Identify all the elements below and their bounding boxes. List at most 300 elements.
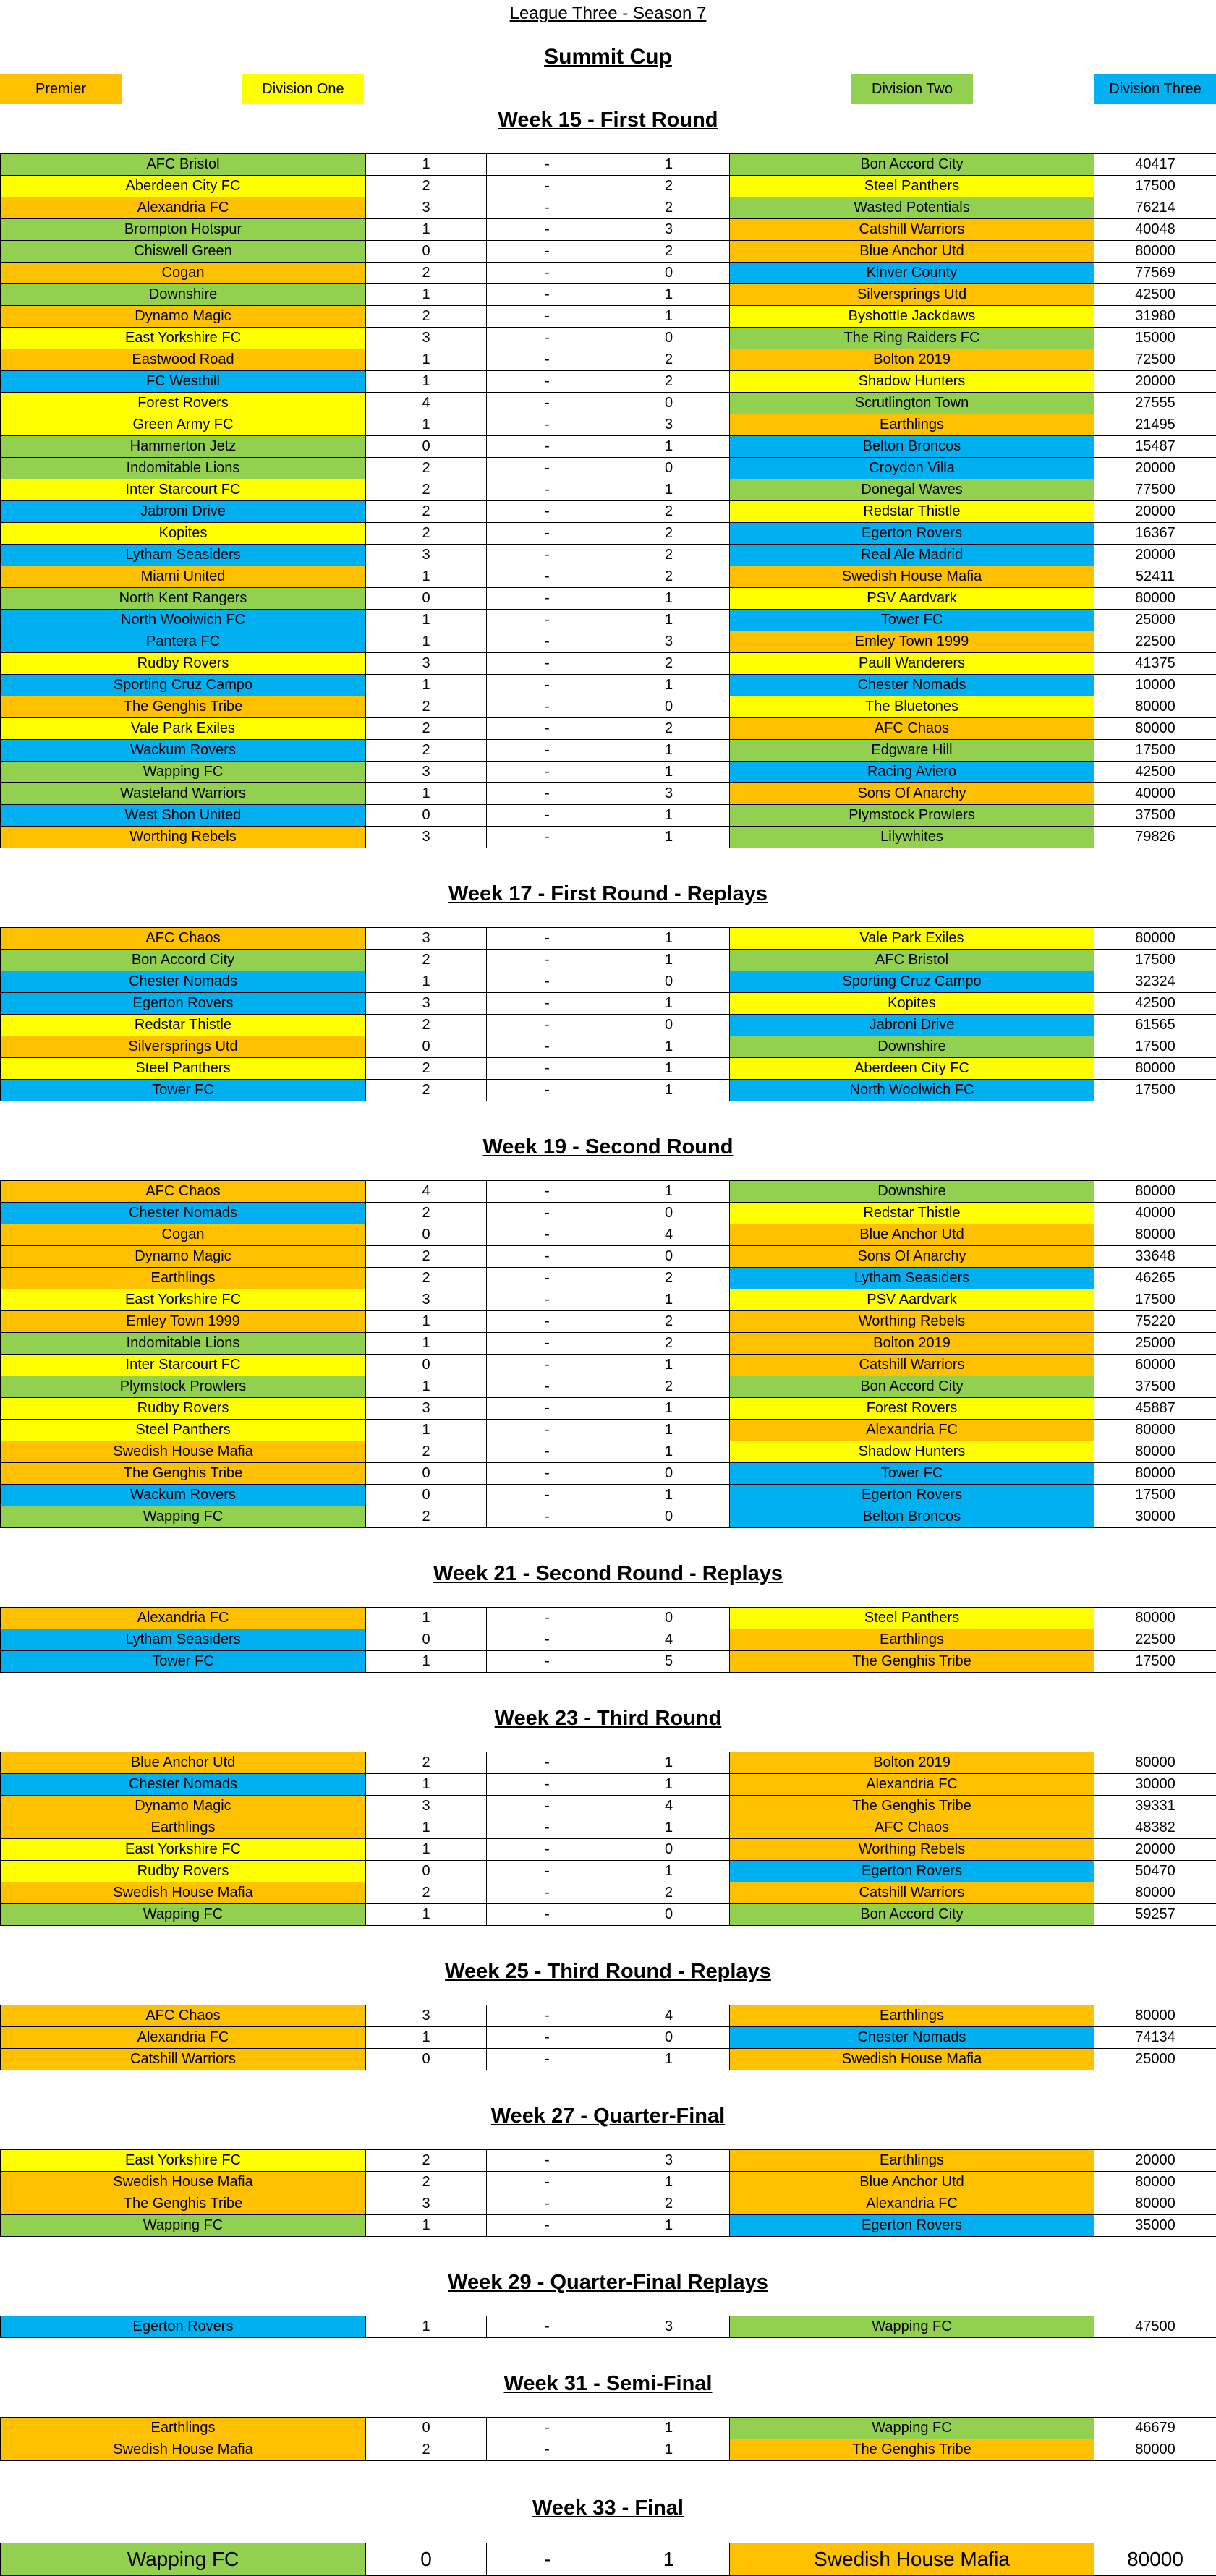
home-score: 3 — [366, 545, 487, 566]
home-team: Pantera FC — [1, 631, 366, 653]
away-score: 1 — [608, 740, 730, 762]
home-team: Indomitable Lions — [1, 458, 366, 479]
attendance: 20000 — [1094, 2150, 1216, 2172]
attendance: 17500 — [1094, 1289, 1216, 1311]
attendance: 37500 — [1094, 1376, 1216, 1398]
away-team: Silversprings Utd — [730, 284, 1094, 306]
away-score: 1 — [608, 950, 730, 971]
home-team: Wapping FC — [1, 1506, 366, 1528]
away-team: Edgware Hill — [730, 740, 1094, 762]
home-score: 1 — [366, 675, 487, 696]
section-title: Week 15 - First Round — [0, 107, 1216, 133]
home-team: Chester Nomads — [1, 1774, 366, 1796]
home-score: 3 — [366, 653, 487, 675]
away-score: 4 — [608, 1796, 730, 1817]
away-team: Steel Panthers — [730, 1608, 1094, 1629]
fixture-row — [1, 783, 1216, 805]
attendance: 80000 — [1094, 1441, 1216, 1463]
score-separator: - — [487, 263, 608, 284]
home-score: 2 — [366, 718, 487, 740]
home-score: 3 — [366, 2005, 487, 2027]
score-separator: - — [487, 306, 608, 328]
score-separator: - — [487, 2439, 608, 2461]
fixture-row — [1, 631, 1216, 653]
home-team: Wapping FC — [1, 2543, 366, 2576]
fixture-row — [1, 1224, 1216, 1246]
away-team: Wapping FC — [730, 2418, 1094, 2439]
away-score: 2 — [608, 1311, 730, 1333]
score-separator: - — [487, 1420, 608, 1441]
home-team: Steel Panthers — [1, 1420, 366, 1441]
attendance: 37500 — [1094, 805, 1216, 827]
score-separator: - — [487, 1398, 608, 1420]
attendance: 30000 — [1094, 1506, 1216, 1528]
away-team: Earthlings — [730, 1629, 1094, 1651]
away-score: 0 — [608, 1246, 730, 1268]
fixture-row — [1, 501, 1216, 523]
home-team: AFC Chaos — [1, 928, 366, 950]
score-separator: - — [487, 1839, 608, 1861]
score-separator: - — [487, 1268, 608, 1289]
fixture-row — [1, 1036, 1216, 1058]
fixture-row — [1, 2150, 1216, 2172]
home-team: Wapping FC — [1, 762, 366, 783]
attendance: 15000 — [1094, 328, 1216, 349]
fixture-row — [1, 197, 1216, 219]
attendance: 25000 — [1094, 2049, 1216, 2070]
away-team: AFC Chaos — [730, 718, 1094, 740]
fixture-row — [1, 827, 1216, 848]
home-team: Kopites — [1, 523, 366, 545]
home-score: 3 — [366, 1796, 487, 1817]
home-team: Steel Panthers — [1, 1058, 366, 1080]
fixture-row — [1, 1355, 1216, 1376]
home-team: AFC Chaos — [1, 1181, 366, 1203]
away-team: Steel Panthers — [730, 176, 1094, 197]
away-team: Egerton Rovers — [730, 523, 1094, 545]
fixture-row — [1, 588, 1216, 610]
away-score: 1 — [608, 306, 730, 328]
home-score: 1 — [366, 1376, 487, 1398]
away-score: 0 — [608, 1904, 730, 1926]
home-team: Chester Nomads — [1, 971, 366, 993]
score-separator: - — [487, 1796, 608, 1817]
score-separator: - — [487, 1015, 608, 1036]
fixture-row — [1, 1398, 1216, 1420]
attendance: 60000 — [1094, 1355, 1216, 1376]
home-score: 2 — [366, 696, 487, 718]
score-separator: - — [487, 631, 608, 653]
score-separator: - — [487, 696, 608, 718]
away-score: 1 — [608, 1441, 730, 1463]
home-score: 1 — [366, 783, 487, 805]
away-score: 1 — [608, 928, 730, 950]
home-score: 2 — [366, 263, 487, 284]
away-score: 0 — [608, 1506, 730, 1528]
away-team: Downshire — [730, 1181, 1094, 1203]
fixture-row — [1, 1904, 1216, 1926]
legend-division-two: Division Two — [851, 74, 973, 104]
away-score: 1 — [608, 1355, 730, 1376]
away-score: 2 — [608, 371, 730, 393]
fixture-row — [1, 1817, 1216, 1839]
away-score: 2 — [608, 1882, 730, 1904]
away-team: Blue Anchor Utd — [730, 241, 1094, 263]
away-score: 2 — [608, 545, 730, 566]
home-score: 0 — [366, 1629, 487, 1651]
away-team: The Genghis Tribe — [730, 1651, 1094, 1673]
attendance: 77569 — [1094, 263, 1216, 284]
score-separator: - — [487, 740, 608, 762]
away-team: Tower FC — [730, 610, 1094, 631]
fixture-row — [1, 2439, 1216, 2461]
section-title: Week 25 - Third Round - Replays — [0, 1958, 1216, 1984]
attendance: 31980 — [1094, 306, 1216, 328]
away-score: 3 — [608, 783, 730, 805]
away-score: 1 — [608, 1058, 730, 1080]
away-team: Chester Nomads — [730, 675, 1094, 696]
home-team: AFC Chaos — [1, 2005, 366, 2027]
away-score: 2 — [608, 1333, 730, 1355]
attendance: 42500 — [1094, 762, 1216, 783]
score-separator: - — [487, 545, 608, 566]
home-team: East Yorkshire FC — [1, 2150, 366, 2172]
fixture-row — [1, 2172, 1216, 2193]
away-team: Swedish House Mafia — [730, 2049, 1094, 2070]
away-team: Catshill Warriors — [730, 1882, 1094, 1904]
fixture-row — [1, 371, 1216, 393]
home-score: 2 — [366, 523, 487, 545]
away-score: 4 — [608, 1629, 730, 1651]
home-score: 2 — [366, 740, 487, 762]
fixture-row — [1, 1376, 1216, 1398]
home-team: Earthlings — [1, 1817, 366, 1839]
fixture-row — [1, 805, 1216, 827]
home-score: 2 — [366, 1058, 487, 1080]
home-team: Chester Nomads — [1, 1203, 366, 1224]
fixture-row — [1, 328, 1216, 349]
away-team: The Bluetones — [730, 696, 1094, 718]
home-score: 0 — [366, 1224, 487, 1246]
attendance: 80000 — [1094, 1608, 1216, 1629]
score-separator: - — [487, 1289, 608, 1311]
away-score: 2 — [608, 2193, 730, 2215]
attendance: 17500 — [1094, 950, 1216, 971]
attendance: 22500 — [1094, 631, 1216, 653]
attendance: 30000 — [1094, 1774, 1216, 1796]
attendance: 80000 — [1094, 1882, 1216, 1904]
away-team: Sporting Cruz Campo — [730, 971, 1094, 993]
away-score: 0 — [608, 2027, 730, 2049]
home-score: 2 — [366, 1752, 487, 1774]
score-separator: - — [487, 458, 608, 479]
home-score: 1 — [366, 1774, 487, 1796]
home-score: 3 — [366, 827, 487, 848]
home-team: Earthlings — [1, 1268, 366, 1289]
home-score: 3 — [366, 928, 487, 950]
home-score: 3 — [366, 328, 487, 349]
away-score: 1 — [608, 1752, 730, 1774]
away-score: 1 — [608, 154, 730, 176]
legend-division-one: Division One — [242, 74, 364, 104]
home-score: 0 — [366, 588, 487, 610]
away-team: Worthing Rebels — [730, 1311, 1094, 1333]
score-separator: - — [487, 436, 608, 458]
home-score: 0 — [366, 2418, 487, 2439]
home-score: 2 — [366, 2439, 487, 2461]
fixture-row — [1, 306, 1216, 328]
score-separator: - — [487, 1485, 608, 1506]
home-score: 1 — [366, 631, 487, 653]
home-team: Worthing Rebels — [1, 827, 366, 848]
home-team: Cogan — [1, 1224, 366, 1246]
away-team: The Genghis Tribe — [730, 1796, 1094, 1817]
score-separator: - — [487, 2005, 608, 2027]
away-score: 2 — [608, 241, 730, 263]
away-score: 1 — [608, 610, 730, 631]
fixture-row — [1, 349, 1216, 371]
fixture-row — [1, 1268, 1216, 1289]
home-score: 1 — [366, 154, 487, 176]
away-team: North Woolwich FC — [730, 1080, 1094, 1101]
away-team: Bolton 2019 — [730, 1752, 1094, 1774]
away-score: 1 — [608, 675, 730, 696]
home-score: 3 — [366, 993, 487, 1015]
home-team: Silversprings Utd — [1, 1036, 366, 1058]
section-title: Week 33 - Final — [0, 2495, 1216, 2521]
away-score: 4 — [608, 2005, 730, 2027]
score-separator: - — [487, 501, 608, 523]
away-team: AFC Bristol — [730, 950, 1094, 971]
home-team: East Yorkshire FC — [1, 1839, 366, 1861]
attendance: 46265 — [1094, 1268, 1216, 1289]
score-separator: - — [487, 1036, 608, 1058]
away-team: Blue Anchor Utd — [730, 1224, 1094, 1246]
attendance: 74134 — [1094, 2027, 1216, 2049]
home-score: 1 — [366, 1651, 487, 1673]
away-team: Alexandria FC — [730, 2193, 1094, 2215]
score-separator: - — [487, 1817, 608, 1839]
away-team: Bolton 2019 — [730, 349, 1094, 371]
score-separator: - — [487, 1651, 608, 1673]
score-separator: - — [487, 2215, 608, 2237]
away-team: Bolton 2019 — [730, 1333, 1094, 1355]
home-team: Green Army FC — [1, 414, 366, 436]
attendance: 50470 — [1094, 1861, 1216, 1882]
attendance: 15487 — [1094, 436, 1216, 458]
home-score: 0 — [366, 1485, 487, 1506]
score-separator: - — [487, 675, 608, 696]
fixture-row — [1, 2193, 1216, 2215]
away-team: Donegal Waves — [730, 479, 1094, 501]
home-team: Catshill Warriors — [1, 2049, 366, 2070]
home-score: 3 — [366, 197, 487, 219]
away-team: Blue Anchor Utd — [730, 2172, 1094, 2193]
home-score: 0 — [366, 805, 487, 827]
away-score: 1 — [608, 588, 730, 610]
away-team: The Genghis Tribe — [730, 2439, 1094, 2461]
home-score: 1 — [366, 610, 487, 631]
away-score: 1 — [608, 2049, 730, 2070]
attendance: 17500 — [1094, 1080, 1216, 1101]
home-score: 1 — [366, 2316, 487, 2338]
attendance: 80000 — [1094, 928, 1216, 950]
fixture-row — [1, 2215, 1216, 2237]
fixture-row — [1, 1506, 1216, 1528]
home-team: Rudby Rovers — [1, 1398, 366, 1420]
attendance: 80000 — [1094, 696, 1216, 718]
away-team: Emley Town 1999 — [730, 631, 1094, 653]
attendance: 47500 — [1094, 2316, 1216, 2338]
away-score: 0 — [608, 1608, 730, 1629]
away-team: Lytham Seasiders — [730, 1268, 1094, 1289]
section-title: Week 29 - Quarter-Final Replays — [0, 2269, 1216, 2295]
home-team: Alexandria FC — [1, 197, 366, 219]
attendance: 80000 — [1094, 1463, 1216, 1485]
score-separator: - — [487, 1752, 608, 1774]
fixture-row — [1, 675, 1216, 696]
away-score: 1 — [608, 762, 730, 783]
score-separator: - — [487, 1224, 608, 1246]
fixture-row — [1, 1080, 1216, 1101]
attendance: 75220 — [1094, 1311, 1216, 1333]
fixtures-table — [0, 1752, 1216, 1926]
attendance: 80000 — [1094, 588, 1216, 610]
away-score: 1 — [608, 2439, 730, 2461]
away-team: Egerton Rovers — [730, 1861, 1094, 1882]
home-team: Swedish House Mafia — [1, 2439, 366, 2461]
score-separator: - — [487, 328, 608, 349]
home-score: 2 — [366, 479, 487, 501]
home-team: Hammerton Jetz — [1, 436, 366, 458]
section-title: Week 19 - Second Round — [0, 1134, 1216, 1160]
home-score: 2 — [366, 1015, 487, 1036]
attendance: 46679 — [1094, 2418, 1216, 2439]
fixture-row — [1, 566, 1216, 588]
score-separator: - — [487, 1608, 608, 1629]
score-separator: - — [487, 1333, 608, 1355]
score-separator: - — [487, 783, 608, 805]
home-score: 2 — [366, 458, 487, 479]
attendance: 80000 — [1094, 2005, 1216, 2027]
fixture-row — [1, 2316, 1216, 2338]
away-team: AFC Chaos — [730, 1817, 1094, 1839]
home-team: Wackum Rovers — [1, 1485, 366, 1506]
score-separator: - — [487, 1058, 608, 1080]
fixture-row — [1, 393, 1216, 414]
home-score: 1 — [366, 284, 487, 306]
home-team: East Yorkshire FC — [1, 328, 366, 349]
score-separator: - — [487, 2316, 608, 2338]
score-separator: - — [487, 2150, 608, 2172]
fixture-row — [1, 762, 1216, 783]
score-separator: - — [487, 241, 608, 263]
home-team: Bon Accord City — [1, 950, 366, 971]
score-separator: - — [487, 2172, 608, 2193]
home-score: 0 — [366, 1036, 487, 1058]
away-team: Lilywhites — [730, 827, 1094, 848]
score-separator: - — [487, 1441, 608, 1463]
score-separator: - — [487, 1080, 608, 1101]
away-score: 1 — [608, 1861, 730, 1882]
away-team: Bon Accord City — [730, 154, 1094, 176]
home-score: 4 — [366, 393, 487, 414]
home-score: 1 — [366, 1333, 487, 1355]
home-team: North Kent Rangers — [1, 588, 366, 610]
away-score: 1 — [608, 479, 730, 501]
attendance: 32324 — [1094, 971, 1216, 993]
away-team: Shadow Hunters — [730, 371, 1094, 393]
home-score: 2 — [366, 501, 487, 523]
fixture-row — [1, 1651, 1216, 1673]
attendance: 35000 — [1094, 2215, 1216, 2237]
home-score: 0 — [366, 436, 487, 458]
fixture-row — [1, 653, 1216, 675]
home-score: 2 — [366, 1080, 487, 1101]
attendance: 77500 — [1094, 479, 1216, 501]
score-separator: - — [487, 371, 608, 393]
attendance: 21495 — [1094, 414, 1216, 436]
score-separator: - — [487, 1882, 608, 1904]
score-separator: - — [487, 2543, 608, 2576]
away-score: 1 — [608, 1420, 730, 1441]
attendance: 17500 — [1094, 1036, 1216, 1058]
home-team: Emley Town 1999 — [1, 1311, 366, 1333]
away-score: 2 — [608, 197, 730, 219]
score-separator: - — [487, 718, 608, 740]
attendance: 16367 — [1094, 523, 1216, 545]
attendance: 80000 — [1094, 1058, 1216, 1080]
fixture-row — [1, 1058, 1216, 1080]
home-score: 2 — [366, 1441, 487, 1463]
away-team: Earthlings — [730, 2005, 1094, 2027]
home-team: Inter Starcourt FC — [1, 479, 366, 501]
attendance: 80000 — [1094, 2543, 1216, 2576]
home-team: Alexandria FC — [1, 2027, 366, 2049]
attendance: 61565 — [1094, 1015, 1216, 1036]
score-separator: - — [487, 1311, 608, 1333]
away-team: Swedish House Mafia — [730, 566, 1094, 588]
score-separator: - — [487, 2049, 608, 2070]
attendance: 25000 — [1094, 610, 1216, 631]
away-score: 1 — [608, 1080, 730, 1101]
away-team: PSV Aardvark — [730, 1289, 1094, 1311]
attendance: 80000 — [1094, 2193, 1216, 2215]
attendance: 10000 — [1094, 675, 1216, 696]
home-team: Downshire — [1, 284, 366, 306]
away-score: 1 — [608, 827, 730, 848]
away-score: 0 — [608, 971, 730, 993]
fixture-row — [1, 2418, 1216, 2439]
away-score: 1 — [608, 805, 730, 827]
away-score: 1 — [608, 993, 730, 1015]
away-score: 0 — [608, 1839, 730, 1861]
home-team: Swedish House Mafia — [1, 2172, 366, 2193]
home-score: 1 — [366, 1904, 487, 1926]
score-separator: - — [487, 219, 608, 241]
fixture-row — [1, 1861, 1216, 1882]
home-team: Alexandria FC — [1, 1608, 366, 1629]
fixture-row — [1, 950, 1216, 971]
attendance: 48382 — [1094, 1817, 1216, 1839]
home-team: Tower FC — [1, 1080, 366, 1101]
home-score: 3 — [366, 2193, 487, 2215]
attendance: 80000 — [1094, 1420, 1216, 1441]
attendance: 42500 — [1094, 993, 1216, 1015]
attendance: 59257 — [1094, 1904, 1216, 1926]
fixture-row — [1, 241, 1216, 263]
away-team: PSV Aardvark — [730, 588, 1094, 610]
